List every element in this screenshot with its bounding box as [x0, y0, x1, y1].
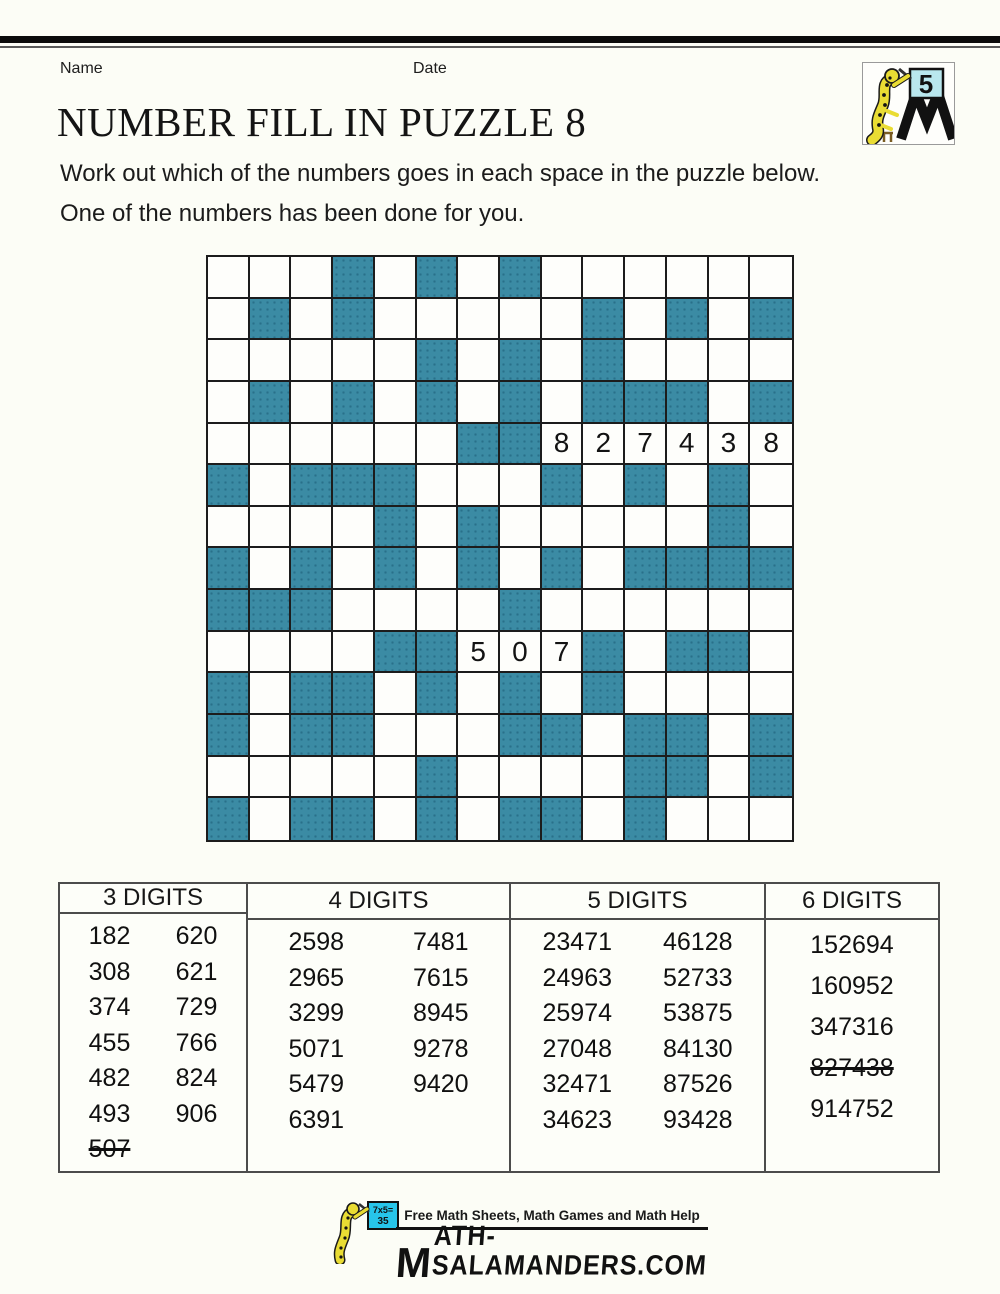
number-row: [66, 990, 240, 1026]
empty-puzzle-cell[interactable]: [542, 507, 584, 549]
empty-puzzle-cell[interactable]: [583, 465, 625, 507]
salamander-logo: [863, 63, 954, 144]
bank-number: 824: [175, 1064, 218, 1093]
blocked-cell: [709, 548, 751, 590]
empty-puzzle-cell[interactable]: [709, 798, 751, 840]
empty-puzzle-cell[interactable]: [583, 548, 625, 590]
bank-number: 7615: [412, 963, 469, 992]
digit-column-body: [248, 920, 509, 1143]
empty-puzzle-cell[interactable]: [667, 507, 709, 549]
blocked-cell: [250, 299, 292, 341]
empty-puzzle-cell[interactable]: [250, 548, 292, 590]
blocked-cell: [208, 465, 250, 507]
bank-number: 7481: [412, 928, 469, 957]
blocked-cell: [291, 590, 333, 632]
blocked-cell: [291, 465, 333, 507]
empty-puzzle-cell[interactable]: [417, 548, 459, 590]
bank-number: 3299: [288, 999, 345, 1028]
logo-number: 5: [918, 69, 934, 99]
empty-puzzle-cell[interactable]: [667, 257, 709, 299]
blocked-cell: [750, 299, 792, 341]
blocked-cell: [542, 715, 584, 757]
blocked-cell: [667, 299, 709, 341]
empty-puzzle-cell[interactable]: [208, 382, 250, 424]
empty-puzzle-cell[interactable]: [250, 632, 292, 674]
empty-puzzle-cell[interactable]: [542, 673, 584, 715]
given-number-cell[interactable]: 0: [500, 632, 542, 674]
blocked-cell: [291, 548, 333, 590]
bank-number: 25974: [542, 999, 613, 1028]
blocked-cell: [583, 340, 625, 382]
bank-number: 24963: [542, 963, 613, 992]
number-row: [254, 1067, 503, 1103]
empty-puzzle-cell[interactable]: [709, 340, 751, 382]
blocked-cell: [458, 548, 500, 590]
footer-tagline: Free Math Sheets, Math Games and Math Help: [404, 1208, 700, 1223]
empty-puzzle-cell[interactable]: [583, 590, 625, 632]
blocked-cell: [750, 715, 792, 757]
digit-column-header: 3 DIGITS: [60, 884, 246, 914]
blocked-cell: [750, 382, 792, 424]
empty-puzzle-cell[interactable]: [208, 632, 250, 674]
given-number-cell[interactable]: 8: [750, 424, 792, 466]
blocked-cell: [583, 632, 625, 674]
bank-number: 482: [88, 1064, 131, 1093]
bank-number: 493: [88, 1099, 131, 1128]
blocked-cell: [667, 632, 709, 674]
blocked-cell: [709, 465, 751, 507]
empty-puzzle-cell[interactable]: [291, 299, 333, 341]
empty-puzzle-cell[interactable]: [250, 257, 292, 299]
empty-puzzle-cell[interactable]: [667, 590, 709, 632]
empty-puzzle-cell[interactable]: [458, 715, 500, 757]
bank-number: 906: [175, 1099, 218, 1128]
blocked-cell: [500, 382, 542, 424]
blocked-cell: [500, 424, 542, 466]
given-number-cell[interactable]: 8: [542, 424, 584, 466]
bank-number: 34623: [542, 1105, 613, 1134]
blocked-cell: [250, 590, 292, 632]
empty-puzzle-cell[interactable]: [750, 673, 792, 715]
bank-number: 53875: [662, 999, 733, 1028]
blocked-cell: [417, 798, 459, 840]
footer-salamander-logo: [326, 1198, 402, 1264]
blocked-cell: [208, 590, 250, 632]
given-number-cell[interactable]: 4: [667, 424, 709, 466]
empty-puzzle-cell[interactable]: [625, 590, 667, 632]
empty-puzzle-cell[interactable]: [417, 590, 459, 632]
blocked-cell: [417, 382, 459, 424]
digit-column-header: 5 DIGITS: [511, 884, 764, 920]
empty-puzzle-cell[interactable]: [458, 465, 500, 507]
bank-number: 507: [88, 1135, 131, 1164]
empty-puzzle-cell[interactable]: [500, 465, 542, 507]
blocked-cell: [500, 340, 542, 382]
bank-number: 52733: [662, 963, 733, 992]
number-row: [772, 1089, 932, 1130]
number-row: [772, 925, 932, 966]
bank-number: 620: [175, 922, 218, 951]
number-row: [772, 966, 932, 1007]
empty-puzzle-cell[interactable]: [291, 382, 333, 424]
bank-number: 2965: [288, 963, 345, 992]
empty-puzzle-cell[interactable]: [750, 465, 792, 507]
empty-puzzle-cell[interactable]: [375, 424, 417, 466]
blocked-cell: [417, 257, 459, 299]
number-row: [254, 996, 503, 1032]
number-row: [254, 1103, 503, 1139]
instruction-line-2: One of the numbers has been done for you.: [60, 200, 525, 227]
empty-puzzle-cell[interactable]: [709, 590, 751, 632]
blocked-cell: [542, 465, 584, 507]
blocked-cell: [625, 382, 667, 424]
empty-puzzle-cell[interactable]: [583, 257, 625, 299]
blocked-cell: [667, 548, 709, 590]
number-row: [66, 1097, 240, 1133]
blocked-cell: [542, 548, 584, 590]
empty-puzzle-cell[interactable]: [250, 424, 292, 466]
bank-number: 5071: [288, 1034, 345, 1063]
blocked-cell: [417, 757, 459, 799]
empty-puzzle-cell[interactable]: [375, 673, 417, 715]
digit-column-body: [60, 914, 246, 1173]
bank-number: 914752: [810, 1095, 894, 1123]
blocked-cell: [208, 715, 250, 757]
empty-puzzle-cell[interactable]: [750, 507, 792, 549]
blocked-cell: [625, 715, 667, 757]
page-title: NUMBER FILL IN PUZZLE 8: [57, 99, 587, 145]
bank-number: 347316: [810, 1013, 894, 1041]
empty-puzzle-cell[interactable]: [709, 257, 751, 299]
empty-puzzle-cell[interactable]: [625, 632, 667, 674]
bank-number: 9278: [412, 1034, 469, 1063]
blocked-cell: [583, 673, 625, 715]
empty-puzzle-cell[interactable]: [750, 798, 792, 840]
blocked-cell: [542, 798, 584, 840]
bank-number: 621: [175, 957, 218, 986]
footer-brand: [394, 1220, 708, 1286]
bank-number: 8945: [412, 999, 469, 1028]
number-row: [772, 1007, 932, 1048]
bank-number: 182: [88, 922, 131, 951]
number-row: [254, 925, 503, 961]
blocked-cell: [333, 299, 375, 341]
bank-number: 46128: [662, 928, 733, 957]
empty-puzzle-cell[interactable]: [375, 715, 417, 757]
blocked-cell: [667, 382, 709, 424]
blocked-cell: [625, 757, 667, 799]
digit-column: [766, 884, 938, 1171]
bank-number: 27048: [542, 1034, 613, 1063]
blocked-cell: [625, 465, 667, 507]
given-number-cell[interactable]: 7: [542, 632, 584, 674]
bank-number: 455: [88, 1028, 131, 1057]
bank-number: 160952: [810, 972, 894, 1000]
empty-puzzle-cell[interactable]: [458, 798, 500, 840]
empty-puzzle-cell[interactable]: [291, 257, 333, 299]
bank-number: 23471: [542, 928, 613, 957]
empty-puzzle-cell[interactable]: [291, 340, 333, 382]
empty-puzzle-cell[interactable]: [625, 673, 667, 715]
blocked-cell: [500, 257, 542, 299]
digit-column-body: [766, 920, 938, 1135]
empty-puzzle-cell[interactable]: [458, 590, 500, 632]
bank-number: 32471: [542, 1070, 613, 1099]
blocked-cell: [333, 465, 375, 507]
empty-puzzle-cell[interactable]: [250, 340, 292, 382]
empty-puzzle-cell[interactable]: [333, 590, 375, 632]
empty-puzzle-cell[interactable]: [709, 757, 751, 799]
blocked-cell: [625, 798, 667, 840]
empty-puzzle-cell[interactable]: [542, 340, 584, 382]
salamander-logo-box: [862, 62, 955, 145]
empty-puzzle-cell[interactable]: [542, 299, 584, 341]
number-row: [517, 1067, 758, 1103]
empty-puzzle-cell[interactable]: [458, 382, 500, 424]
empty-puzzle-cell[interactable]: [417, 507, 459, 549]
empty-puzzle-cell[interactable]: [333, 548, 375, 590]
bank-number: 6391: [288, 1105, 345, 1134]
given-number-cell[interactable]: 7: [625, 424, 667, 466]
footer: [326, 1198, 708, 1286]
blocked-cell: [375, 632, 417, 674]
empty-puzzle-cell[interactable]: [583, 757, 625, 799]
empty-puzzle-cell[interactable]: [333, 424, 375, 466]
empty-puzzle-cell[interactable]: [333, 757, 375, 799]
digit-column-header: 6 DIGITS: [766, 884, 938, 920]
empty-puzzle-cell[interactable]: [250, 465, 292, 507]
empty-puzzle-cell[interactable]: [375, 382, 417, 424]
top-divider-bar: [0, 36, 1000, 43]
number-row: [66, 1026, 240, 1062]
number-row: [517, 925, 758, 961]
empty-puzzle-cell[interactable]: [250, 673, 292, 715]
empty-puzzle-cell[interactable]: [375, 757, 417, 799]
name-label: Name: [60, 60, 103, 77]
blocked-cell: [625, 548, 667, 590]
blocked-cell: [500, 715, 542, 757]
blocked-cell: [583, 299, 625, 341]
number-row: [254, 1032, 503, 1068]
empty-puzzle-cell[interactable]: [583, 715, 625, 757]
blocked-cell: [458, 507, 500, 549]
empty-puzzle-cell[interactable]: [208, 507, 250, 549]
empty-puzzle-cell[interactable]: [375, 299, 417, 341]
blocked-cell: [333, 798, 375, 840]
empty-puzzle-cell[interactable]: [625, 299, 667, 341]
empty-puzzle-cell[interactable]: [750, 590, 792, 632]
empty-puzzle-cell[interactable]: [709, 715, 751, 757]
blocked-cell: [417, 632, 459, 674]
blocked-cell: [667, 757, 709, 799]
empty-puzzle-cell[interactable]: [208, 257, 250, 299]
blocked-cell: [291, 715, 333, 757]
digit-column-header: 4 DIGITS: [248, 884, 509, 920]
empty-puzzle-cell[interactable]: [500, 548, 542, 590]
blocked-cell: [333, 382, 375, 424]
bank-number: 827438: [810, 1054, 894, 1082]
empty-puzzle-cell[interactable]: [417, 715, 459, 757]
given-number-cell[interactable]: 5: [458, 632, 500, 674]
empty-puzzle-cell[interactable]: [458, 340, 500, 382]
empty-puzzle-cell[interactable]: [250, 757, 292, 799]
number-row: [772, 1048, 932, 1089]
bank-number: 87526: [662, 1070, 733, 1099]
empty-puzzle-cell[interactable]: [417, 465, 459, 507]
instruction-line-1: Work out which of the numbers goes in each space in the puzzle below.: [60, 160, 820, 187]
number-row: [517, 1032, 758, 1068]
date-label: Date: [413, 60, 447, 77]
empty-puzzle-cell[interactable]: [458, 257, 500, 299]
footer-board-line2: 35: [377, 1216, 389, 1227]
footer-board-line1: 7x5=: [372, 1205, 394, 1215]
empty-puzzle-cell[interactable]: [208, 340, 250, 382]
number-bank-table: [58, 882, 940, 1173]
bank-number: 729: [175, 993, 218, 1022]
empty-puzzle-cell[interactable]: [750, 632, 792, 674]
blocked-cell: [500, 590, 542, 632]
bank-number: 9420: [412, 1070, 469, 1099]
number-row: [66, 919, 240, 955]
bank-number: 84130: [662, 1034, 733, 1063]
given-number-cell[interactable]: 2: [583, 424, 625, 466]
empty-puzzle-cell[interactable]: [625, 257, 667, 299]
bank-number: 93428: [662, 1105, 733, 1134]
blocked-cell: [291, 798, 333, 840]
blocked-cell: [750, 548, 792, 590]
blocked-cell: [417, 673, 459, 715]
empty-puzzle-cell[interactable]: [583, 798, 625, 840]
blocked-cell: [709, 632, 751, 674]
empty-puzzle-cell[interactable]: [458, 299, 500, 341]
brand-m: M: [394, 1238, 433, 1286]
empty-puzzle-cell[interactable]: [667, 340, 709, 382]
empty-puzzle-cell[interactable]: [709, 382, 751, 424]
empty-puzzle-cell[interactable]: [375, 257, 417, 299]
empty-puzzle-cell[interactable]: [250, 798, 292, 840]
digit-column: [60, 884, 248, 1171]
empty-puzzle-cell[interactable]: [333, 632, 375, 674]
top-divider-line: [0, 46, 1000, 48]
empty-puzzle-cell[interactable]: [709, 673, 751, 715]
empty-puzzle-cell[interactable]: [375, 340, 417, 382]
empty-puzzle-cell[interactable]: [542, 382, 584, 424]
blocked-cell: [500, 673, 542, 715]
blocked-cell: [333, 257, 375, 299]
empty-puzzle-cell[interactable]: [208, 299, 250, 341]
empty-puzzle-cell[interactable]: [667, 465, 709, 507]
empty-puzzle-cell[interactable]: [291, 507, 333, 549]
empty-puzzle-cell[interactable]: [750, 340, 792, 382]
empty-puzzle-cell[interactable]: [291, 757, 333, 799]
digit-column-body: [511, 920, 764, 1143]
brand-text[interactable]: ATH-SALAMANDERS.COM: [430, 1220, 708, 1282]
number-row: [517, 961, 758, 997]
blocked-cell: [291, 673, 333, 715]
blocked-cell: [208, 798, 250, 840]
bank-number: 152694: [810, 931, 894, 959]
empty-puzzle-cell[interactable]: [500, 507, 542, 549]
number-row: [66, 955, 240, 991]
empty-puzzle-cell[interactable]: [542, 590, 584, 632]
empty-puzzle-cell[interactable]: [500, 757, 542, 799]
blocked-cell: [375, 507, 417, 549]
empty-puzzle-cell[interactable]: [750, 257, 792, 299]
digit-column: [511, 884, 766, 1171]
number-row: [517, 996, 758, 1032]
bank-number: 766: [175, 1028, 218, 1057]
empty-puzzle-cell[interactable]: [333, 507, 375, 549]
empty-puzzle-cell[interactable]: [667, 798, 709, 840]
blocked-cell: [583, 382, 625, 424]
digit-column: [248, 884, 511, 1171]
number-row: [517, 1103, 758, 1139]
puzzle-grid: [206, 255, 794, 842]
empty-puzzle-cell[interactable]: [250, 715, 292, 757]
blocked-cell: [333, 715, 375, 757]
bank-number: 2598: [288, 928, 345, 957]
empty-puzzle-cell[interactable]: [709, 299, 751, 341]
blocked-cell: [208, 548, 250, 590]
blocked-cell: [500, 798, 542, 840]
blocked-cell: [750, 757, 792, 799]
blocked-cell: [375, 465, 417, 507]
empty-puzzle-cell[interactable]: [417, 299, 459, 341]
bank-number: 308: [88, 957, 131, 986]
empty-puzzle-cell[interactable]: [333, 340, 375, 382]
empty-puzzle-cell[interactable]: [667, 673, 709, 715]
given-number-cell[interactable]: 3: [709, 424, 751, 466]
empty-puzzle-cell[interactable]: [250, 507, 292, 549]
empty-puzzle-cell[interactable]: [208, 424, 250, 466]
empty-puzzle-cell[interactable]: [375, 590, 417, 632]
blocked-cell: [250, 382, 292, 424]
blocked-cell: [458, 424, 500, 466]
blocked-cell: [417, 340, 459, 382]
empty-puzzle-cell[interactable]: [583, 507, 625, 549]
empty-puzzle-cell[interactable]: [458, 757, 500, 799]
empty-puzzle-cell[interactable]: [625, 507, 667, 549]
empty-puzzle-cell[interactable]: [291, 424, 333, 466]
logo-m-icon: [901, 93, 953, 139]
blocked-cell: [208, 673, 250, 715]
empty-puzzle-cell[interactable]: [542, 757, 584, 799]
empty-puzzle-cell[interactable]: [500, 299, 542, 341]
empty-puzzle-cell[interactable]: [542, 257, 584, 299]
empty-puzzle-cell[interactable]: [625, 340, 667, 382]
number-row: [66, 1132, 240, 1168]
number-row: [66, 1061, 240, 1097]
blocked-cell: [709, 507, 751, 549]
empty-puzzle-cell[interactable]: [417, 424, 459, 466]
empty-puzzle-cell[interactable]: [291, 632, 333, 674]
empty-puzzle-cell[interactable]: [458, 673, 500, 715]
bank-number: 5479: [288, 1070, 345, 1099]
blocked-cell: [333, 673, 375, 715]
empty-puzzle-cell[interactable]: [208, 757, 250, 799]
empty-puzzle-cell[interactable]: [375, 798, 417, 840]
number-row: [254, 961, 503, 997]
blocked-cell: [375, 548, 417, 590]
bank-number: 374: [88, 993, 131, 1022]
blocked-cell: [667, 715, 709, 757]
